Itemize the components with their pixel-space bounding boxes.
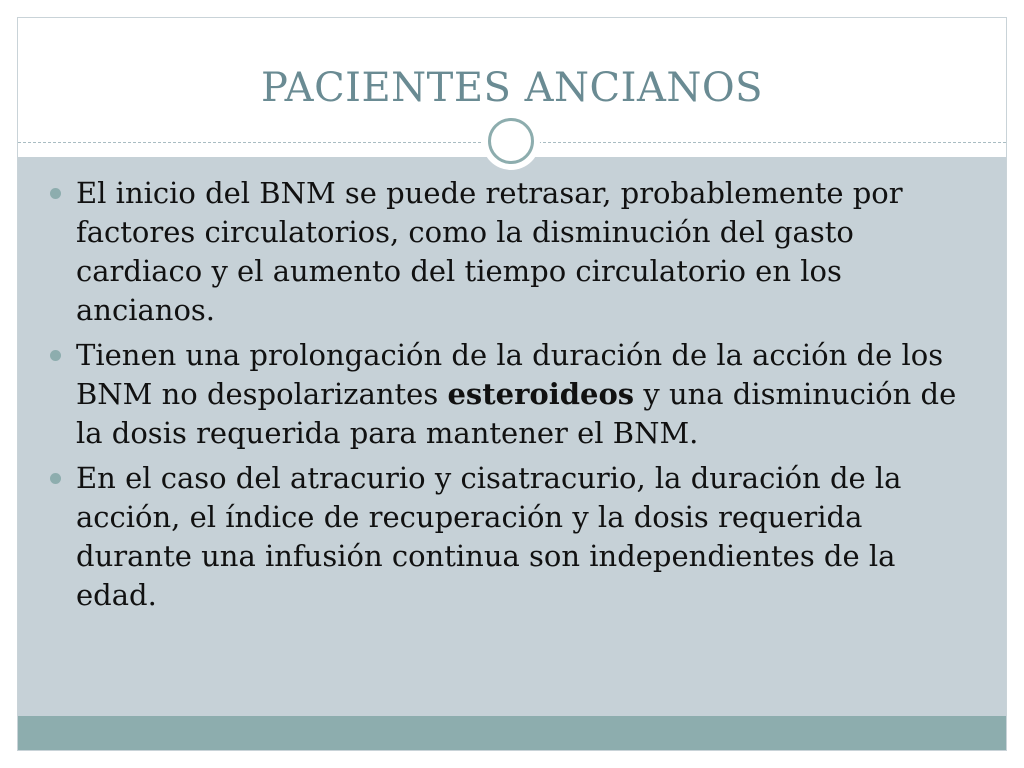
bullet-text: El inicio del BNM se puede retrasar, probablemente por factores circulatorios, como la disminución del gasto cardiaco y el aumento del tiempo circulatorio en los ancianos. (76, 176, 903, 327)
bullet-text-after: y una disminución de la dosis requerida para mantener el BNM. (76, 377, 957, 450)
bullet-item (50, 174, 970, 330)
footer-bar (18, 716, 1006, 750)
bullet-item (50, 336, 970, 453)
round-bullet-icon (50, 188, 61, 199)
circle-ring-inner (488, 118, 534, 164)
bullet-text: En el caso del atracurio y cisatracurio, la duración de la acción, el índice de recuperación y la dosis requerida durante una infusión continua son independientes de la edad. (76, 461, 902, 612)
round-bullet-icon (50, 473, 61, 484)
bullet-text-bold: esteroideos (447, 377, 635, 411)
slide-title: PACIENTES ANCIANOS (260, 65, 764, 111)
circle-ring-icon (482, 112, 540, 170)
bullet-list (50, 174, 970, 621)
bullet-item (50, 459, 970, 615)
bullet-text-before: Tienen una prolongación de la duración de la acción de los BNM no despolarizantes (76, 338, 944, 411)
round-bullet-icon (50, 350, 61, 361)
